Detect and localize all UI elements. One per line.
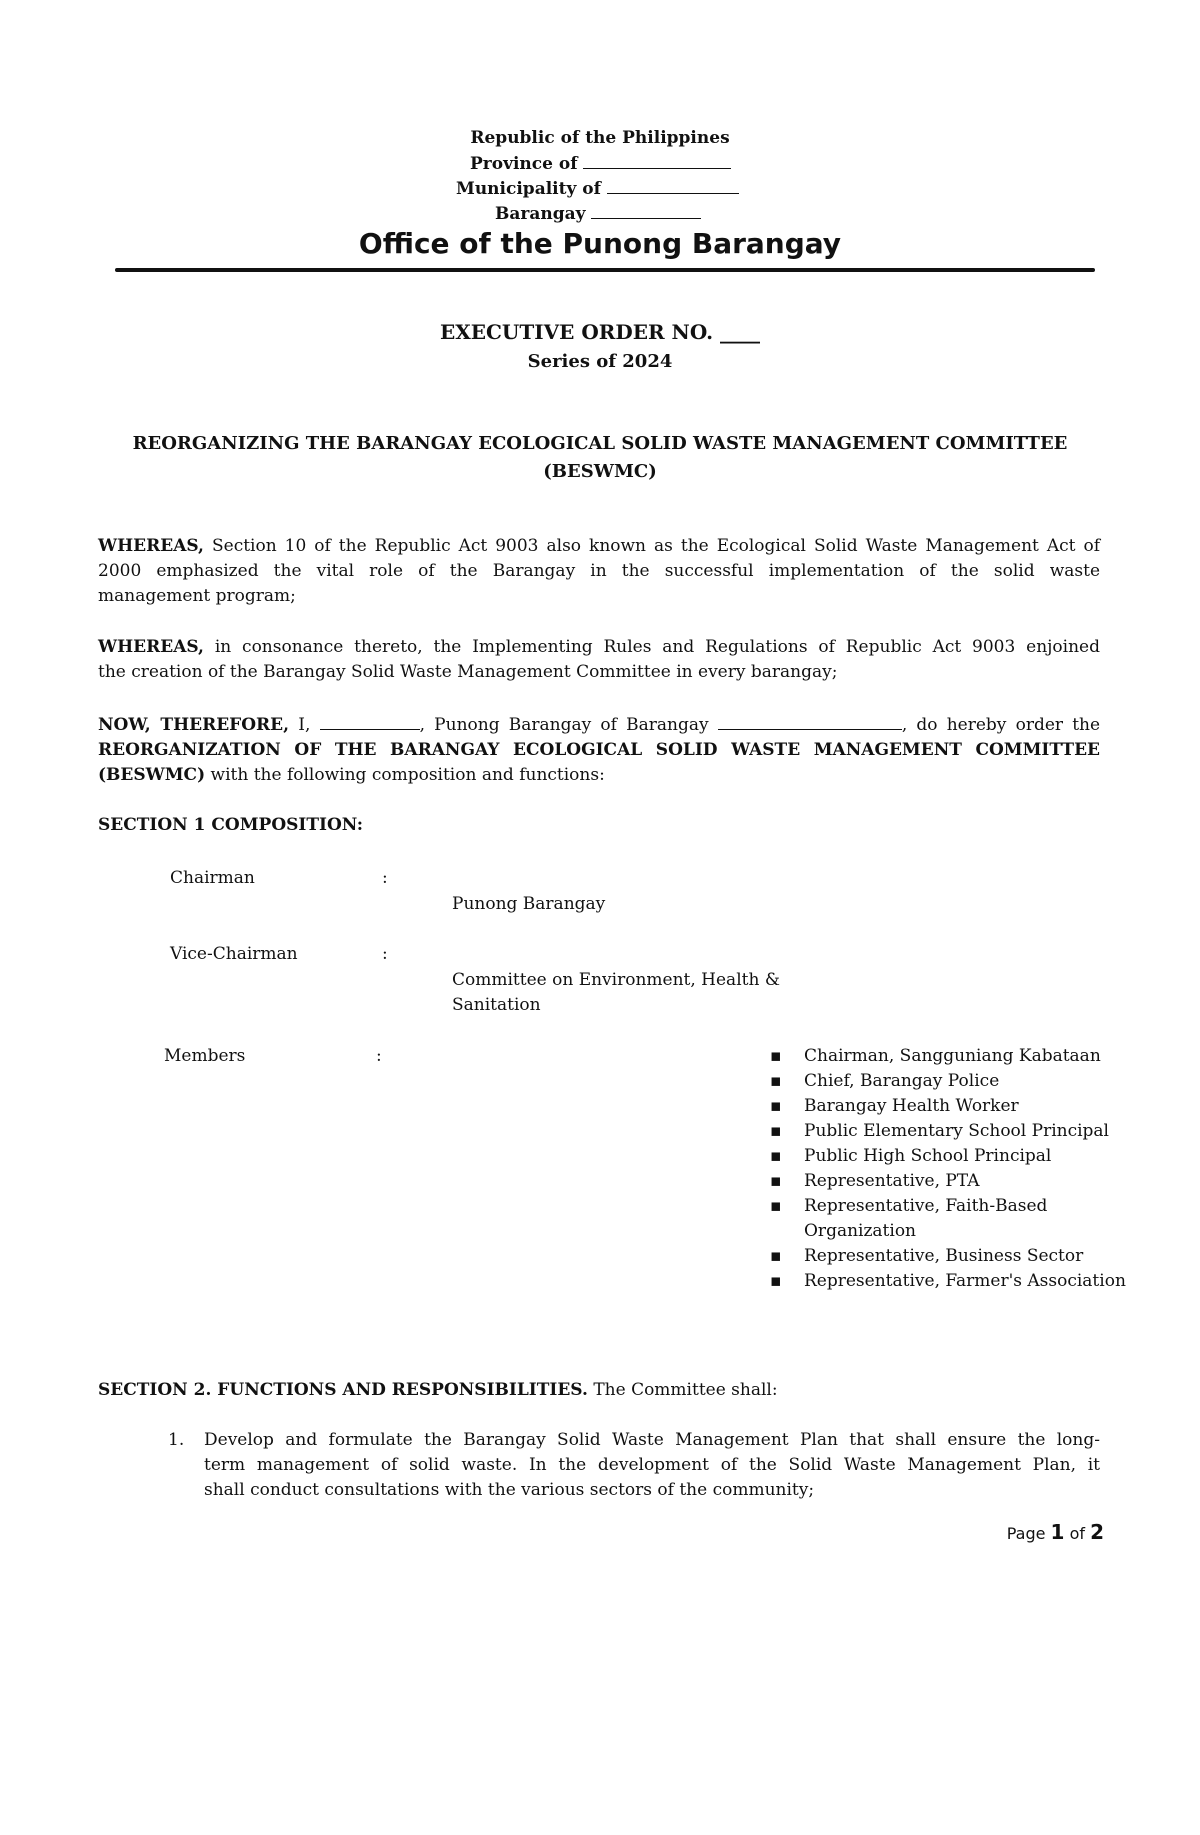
municipality-line <box>456 177 739 201</box>
municipality-label: Municipality of <box>456 179 601 199</box>
bullet-icon: ▪ <box>770 1046 782 1066</box>
series-line: Series of 2024 <box>527 351 673 372</box>
section2-item1-line2: term management of solid waste. In the development of the Solid Waste Management Plan, it <box>204 1455 1100 1475</box>
member-item <box>770 1044 1130 1069</box>
now-line3: (BESWMC) with the following composition and functions: <box>98 765 605 785</box>
page-number <box>1007 1520 1104 1544</box>
section2-heading-line <box>98 1378 1100 1403</box>
whereas2-lead: WHEREAS, <box>98 637 204 657</box>
whereas-paragraph-1 <box>98 534 1100 609</box>
member-text: Public Elementary School Principal <box>804 1121 1109 1141</box>
section2-heading: SECTION 2. FUNCTIONS AND RESPONSIBILITIES. <box>98 1380 588 1400</box>
office-title: Office of the Punong Barangay <box>358 227 842 260</box>
bullet-icon: ▪ <box>770 1271 782 1291</box>
member-text: Representative, Faith-Based Organization <box>804 1196 1048 1241</box>
barangay-name-blank <box>718 715 902 730</box>
whereas1-line2: 2000 emphasized the vital role of the Barangay in the successful implementation of the solid waste <box>98 561 1100 581</box>
bullet-icon: ▪ <box>770 1096 782 1116</box>
total-pages: 2 <box>1090 1520 1104 1544</box>
bullet-icon: ▪ <box>770 1171 782 1191</box>
bullet-icon: ▪ <box>770 1246 782 1266</box>
member-text: Representative, Business Sector <box>804 1246 1084 1266</box>
member-item <box>770 1094 1130 1119</box>
whereas2-line2: the creation of the Barangay Solid Waste Management Committee in every barangay; <box>98 662 838 682</box>
order-title-line1: REORGANIZING THE BARANGAY ECOLOGICAL SOLID WASTE MANAGEMENT COMMITTEE <box>132 433 1068 454</box>
member-item <box>770 1194 1130 1244</box>
member-text: Chief, Barangay Police <box>804 1071 1000 1091</box>
province-label: Province of <box>470 154 578 174</box>
now-line2: REORGANIZATION OF THE BARANGAY ECOLOGICAL SOLID WASTE MANAGEMENT COMMITTEE <box>98 740 1100 760</box>
now-line1: NOW, THEREFORE, I, , Punong Barangay of Barangay , do hereby order the <box>98 715 1101 735</box>
now-therefore-paragraph <box>98 713 1100 788</box>
section2-item1-number: 1. <box>168 1430 185 1450</box>
of-word: of <box>1069 1524 1085 1543</box>
municipality-blank <box>607 179 739 194</box>
member-item <box>770 1269 1130 1294</box>
name-blank <box>320 715 420 730</box>
section2-item1-line3: shall conduct consultations with the various sectors of the community; <box>204 1480 815 1500</box>
section2-item1-line1: Develop and formulate the Barangay Solid Waste Management Plan that shall ensure the long- <box>204 1430 1100 1450</box>
vice-chairman-value-line2: Sanitation <box>452 995 541 1015</box>
member-item <box>770 1244 1130 1269</box>
whereas2-line1: WHEREAS, in consonance thereto, the Implementing Rules and Regulations of Republic Act 9003 enjoined <box>98 637 1100 657</box>
section1-heading: SECTION 1 COMPOSITION: <box>98 815 363 835</box>
current-page: 1 <box>1050 1520 1065 1544</box>
bullet-icon: ▪ <box>770 1196 782 1216</box>
barangay-label: Barangay <box>495 204 586 224</box>
whereas1-lead: WHEREAS, <box>98 536 204 556</box>
section2-heading-rest: The Committee shall: <box>593 1380 778 1400</box>
member-item <box>770 1144 1130 1169</box>
barangay-blank <box>591 204 701 219</box>
republic-header: Republic of the Philippines <box>470 128 730 148</box>
whereas-paragraph-2 <box>98 635 1100 685</box>
executive-order-number: EXECUTIVE ORDER NO. ____ <box>440 320 760 344</box>
chairman-value: Punong Barangay <box>452 894 606 914</box>
members-list <box>770 1044 1130 1294</box>
members-label: Members <box>164 1046 246 1066</box>
member-text: Representative, PTA <box>804 1171 980 1191</box>
order-title-line2: (BESWMC) <box>543 461 657 482</box>
member-text: Chairman, Sangguniang Kabataan <box>804 1046 1101 1066</box>
members-colon: : <box>376 1046 382 1066</box>
member-item <box>770 1069 1130 1094</box>
member-item <box>770 1119 1130 1144</box>
province-blank <box>583 154 731 169</box>
page-word: Page <box>1006 1524 1046 1543</box>
member-text: Public High School Principal <box>804 1146 1052 1166</box>
now-lead: NOW, THEREFORE, <box>98 715 290 735</box>
province-line <box>470 152 731 176</box>
member-text: Barangay Health Worker <box>804 1096 1019 1116</box>
member-item <box>770 1169 1130 1194</box>
bullet-icon: ▪ <box>770 1121 782 1141</box>
section2-item1 <box>204 1428 1100 1503</box>
bullet-icon: ▪ <box>770 1146 782 1166</box>
vice-chairman-colon: : <box>382 944 388 964</box>
whereas1-line1: WHEREAS, Section 10 of the Republic Act 9003 also known as the Ecological Solid Waste Management Act of <box>98 536 1100 556</box>
vice-chairman-label: Vice-Chairman <box>170 944 298 964</box>
chairman-colon: : <box>382 868 388 888</box>
members-list-container <box>770 1044 1130 1294</box>
bullet-icon: ▪ <box>770 1071 782 1091</box>
chairman-label: Chairman <box>170 868 255 888</box>
member-text: Representative, Farmer's Association <box>804 1271 1126 1291</box>
header-rule <box>115 268 1095 272</box>
vice-chairman-value-line1: Committee on Environment, Health & <box>452 970 780 990</box>
whereas1-line3: management program; <box>98 586 296 606</box>
barangay-line <box>495 202 701 226</box>
